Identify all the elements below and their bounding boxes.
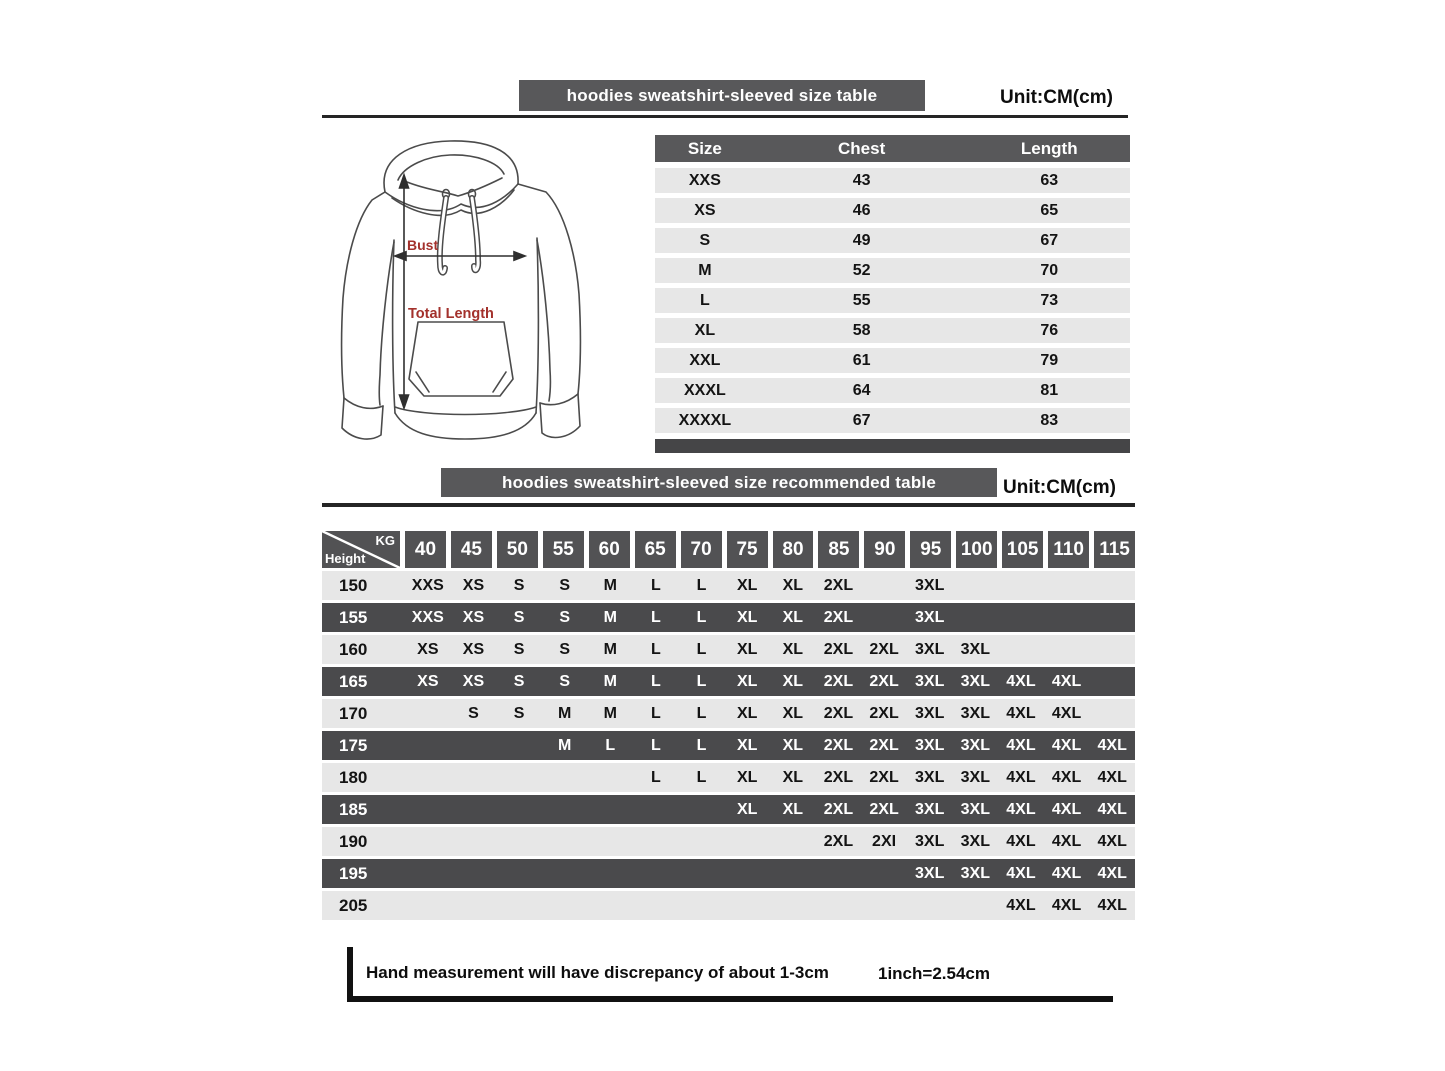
chest-cell: 58 xyxy=(852,321,871,339)
kg-height-corner-cell xyxy=(322,531,400,568)
matrix-row xyxy=(322,827,1135,856)
length-cell: 79 xyxy=(1040,351,1059,369)
size-recommendation-cell: XL xyxy=(736,608,758,626)
height-label: 195 xyxy=(339,863,368,883)
corner-kg-label: KG xyxy=(375,533,395,548)
size-cell: XL xyxy=(694,321,716,339)
length-cell: 81 xyxy=(1040,381,1059,399)
size-recommendation-cell: L xyxy=(696,704,707,722)
size-recommendation-cell: 3XL xyxy=(915,672,945,690)
size-recommendation-cell: XS xyxy=(417,640,439,658)
length-cell: 73 xyxy=(1040,291,1059,309)
size-recommendation-cell: 2XL xyxy=(869,640,899,658)
hoodie-outline xyxy=(342,141,581,439)
size-recommendation-cell: L xyxy=(651,640,661,658)
size-recommendation-cell: XL xyxy=(782,736,804,754)
inch-conversion-note: 1inch=2.54cm xyxy=(878,964,990,983)
size-recommendation-cell: S xyxy=(559,576,571,594)
matrix-body xyxy=(322,571,1135,920)
size-recommendation-cell: S xyxy=(513,672,525,690)
size-table-row xyxy=(655,228,1130,253)
size-recommendation-cell: 4XL xyxy=(1051,736,1082,754)
weight-header-cell: 85 xyxy=(818,531,859,568)
weight-header-cell: 70 xyxy=(681,531,722,568)
weight-header-cell: 75 xyxy=(727,531,768,568)
size-recommendation-cell: 4XL xyxy=(1097,832,1127,850)
length-cell: 63 xyxy=(1040,171,1059,189)
size-recommendation-cell: 3XL xyxy=(960,640,990,658)
size-recommendation-cell: 2XL xyxy=(869,704,899,722)
size-recommendation-cell: 2XL xyxy=(823,672,854,690)
size-table-row xyxy=(655,348,1130,373)
size-recommendation-cell: M xyxy=(603,640,617,658)
corner-height-label: Height xyxy=(325,551,366,566)
size-recommendation-cell: S xyxy=(559,608,571,626)
size-table-row xyxy=(655,198,1130,223)
weight-header-cell: 115 xyxy=(1094,531,1135,568)
size-recommendation-cell: 3XL xyxy=(960,864,990,882)
height-label: 170 xyxy=(339,703,368,723)
size-recommendation-cell: L xyxy=(651,672,661,690)
size-recommendation-cell: 4XL xyxy=(1051,704,1082,722)
height-label: 185 xyxy=(339,799,368,819)
size-recommendation-cell: XL xyxy=(736,768,758,786)
size-table-header-cell: Length xyxy=(1020,138,1078,158)
size-recommendation-cell: 3XL xyxy=(915,640,945,658)
size-recommendation-cell: 2XL xyxy=(823,640,854,658)
size-recommendation-cell: 4XL xyxy=(1006,896,1036,914)
matrix-header-row xyxy=(322,531,1135,568)
size-recommendation-cell: 2XI xyxy=(872,832,897,850)
size-recommendation-cell: M xyxy=(603,608,617,626)
height-label: 155 xyxy=(339,607,368,627)
size-recommendation-cell: 2XL xyxy=(823,608,854,626)
length-cell: 67 xyxy=(1040,231,1059,249)
size-recommendation-cell: 4XL xyxy=(1051,800,1082,818)
size-recommendation-cell: 3XL xyxy=(960,832,990,850)
size-recommendation-cell: S xyxy=(559,640,571,658)
size-recommendation-cell: 4XL xyxy=(1051,864,1082,882)
size-recommendation-cell: XS xyxy=(417,672,439,690)
size-recommendation-cell: 4XL xyxy=(1097,864,1127,882)
size-recommendation-cell: 2XL xyxy=(823,832,854,850)
size-recommendation-cell: XXS xyxy=(411,576,444,594)
size-recommendation-cell: L xyxy=(696,576,707,594)
size-recommendation-cell: 4XL xyxy=(1097,768,1127,786)
weight-header-cell: 90 xyxy=(864,531,905,568)
size-recommendation-cell: 3XL xyxy=(915,576,945,594)
size-recommendation-cell: 4XL xyxy=(1051,768,1082,786)
size-recommendation-cell: L xyxy=(696,672,707,690)
size-recommendation-cell: XL xyxy=(736,736,758,754)
height-label: 160 xyxy=(339,639,368,659)
unit-label-1: Unit:CM(cm) xyxy=(1000,87,1113,108)
size-recommendation-cell: L xyxy=(696,768,707,786)
divider-rule-2 xyxy=(322,503,1135,507)
size-recommendation-cell: S xyxy=(513,576,525,594)
matrix-row xyxy=(322,795,1135,824)
measurement-note: Hand measurement will have discrepancy of about 1-3cm xyxy=(366,963,829,982)
weight-header-cell: 110 xyxy=(1048,531,1089,568)
size-recommendation-cell: XL xyxy=(782,672,804,690)
chest-cell: 52 xyxy=(852,261,871,279)
hoodie-drawing xyxy=(332,130,614,462)
size-recommendation-cell: XL xyxy=(736,672,758,690)
weight-header-cell: 55 xyxy=(543,531,584,568)
size-recommendation-cell: 2XL xyxy=(869,672,899,690)
size-recommendation-cell: XL xyxy=(782,800,804,818)
height-label: 175 xyxy=(339,735,368,755)
size-cell: M xyxy=(698,261,712,279)
total-length-arrow xyxy=(400,175,409,408)
size-recommendation-cell: S xyxy=(559,672,571,690)
size-recommendation-cell: XL xyxy=(782,576,804,594)
matrix-row xyxy=(322,763,1135,792)
size-recommendation-cell: 3XL xyxy=(960,768,990,786)
size-recommendation-cell: L xyxy=(696,640,707,658)
size-recommendation-cell: 2XL xyxy=(869,800,899,818)
divider-rule-1 xyxy=(322,115,1128,118)
size-table-bottom-bar xyxy=(655,439,1130,453)
size-recommendation-cell: 4XL xyxy=(1006,800,1036,818)
weight-header-cell: 65 xyxy=(635,531,676,568)
size-recommendation-cell: 4XL xyxy=(1006,768,1036,786)
size-recommendation-cell: 3XL xyxy=(915,864,945,882)
matrix-row xyxy=(322,667,1135,696)
matrix-row xyxy=(322,635,1135,664)
size-recommendation-cell: 3XL xyxy=(960,800,990,818)
size-recommendation-cell: XL xyxy=(782,640,804,658)
chest-cell: 43 xyxy=(852,171,871,189)
bust-arrow xyxy=(395,252,525,260)
size-recommendation-cell: S xyxy=(513,704,525,722)
size-recommendation-cell: S xyxy=(468,704,479,722)
size-table-row xyxy=(655,168,1130,193)
chest-cell: 67 xyxy=(852,411,871,429)
matrix-row xyxy=(322,731,1135,760)
recommended-table-title-bar xyxy=(441,468,997,497)
size-table-row xyxy=(655,318,1130,343)
size-recommendation-cell: M xyxy=(558,704,572,722)
footer-left-rule xyxy=(347,947,353,1002)
total-length-label: Total Length xyxy=(408,306,494,322)
size-recommendation-cell: XL xyxy=(736,704,758,722)
size-recommendation-cell: L xyxy=(651,704,661,722)
size-recommendation-cell: L xyxy=(651,608,661,626)
size-recommendation-cell: 4XL xyxy=(1051,832,1082,850)
size-recommendation-cell: XS xyxy=(462,608,485,626)
size-recommendation-cell: M xyxy=(603,576,617,594)
size-recommendation-cell: XS xyxy=(462,576,485,594)
recommended-table-title: hoodies sweatshirt-sleeved size recommended table xyxy=(501,472,936,492)
recommended-size-matrix xyxy=(322,531,1135,923)
size-table xyxy=(655,135,1130,453)
chest-cell: 49 xyxy=(852,231,871,249)
size-recommendation-cell: 4XL xyxy=(1006,704,1036,722)
size-cell: L xyxy=(699,291,710,309)
matrix-row xyxy=(322,699,1135,728)
size-recommendation-cell: S xyxy=(513,608,525,626)
size-recommendation-cell: 4XL xyxy=(1097,800,1127,818)
size-recommendation-cell: 4XL xyxy=(1097,896,1127,914)
size-cell: XXXL xyxy=(683,381,726,399)
length-cell: 65 xyxy=(1040,201,1059,219)
chest-cell: 61 xyxy=(852,351,871,369)
chest-cell: 55 xyxy=(852,291,871,309)
size-recommendation-cell: L xyxy=(651,576,661,594)
size-recommendation-cell: 4XL xyxy=(1051,672,1082,690)
size-recommendation-cell: 3XL xyxy=(960,672,990,690)
size-recommendation-cell: XL xyxy=(782,608,804,626)
size-recommendation-cell: 3XL xyxy=(915,832,945,850)
size-recommendation-cell: 3XL xyxy=(915,736,945,754)
weight-header-cell: 105 xyxy=(1002,531,1043,568)
height-label: 190 xyxy=(339,831,368,851)
size-recommendation-cell: L xyxy=(696,608,707,626)
size-recommendation-cell: 4XL xyxy=(1006,864,1036,882)
weight-header-cell: 80 xyxy=(773,531,814,568)
size-recommendation-cell: S xyxy=(513,640,525,658)
size-recommendation-cell: XS xyxy=(462,672,485,690)
size-recommendation-cell: 3XL xyxy=(915,800,945,818)
size-recommendation-cell: XS xyxy=(462,640,485,658)
length-cell: 76 xyxy=(1040,321,1059,339)
length-cell: 70 xyxy=(1040,261,1059,279)
size-recommendation-cell: 2XL xyxy=(823,704,854,722)
size-recommendation-cell: 3XL xyxy=(915,608,945,626)
weight-header-cell: 95 xyxy=(910,531,951,568)
size-table-row xyxy=(655,378,1130,403)
matrix-row xyxy=(322,859,1135,888)
size-recommendation-cell: L xyxy=(651,768,661,786)
size-cell: XXXXL xyxy=(678,411,732,429)
size-recommendation-cell: 4XL xyxy=(1006,832,1036,850)
size-recommendation-cell: 2XL xyxy=(823,576,854,594)
size-recommendation-cell: M xyxy=(603,704,617,722)
matrix-row xyxy=(322,891,1135,920)
weight-header-cell: 100 xyxy=(956,531,997,568)
size-recommendation-cell: 3XL xyxy=(960,736,990,754)
size-recommendation-cell: 2XL xyxy=(823,800,854,818)
size-recommendation-cell: M xyxy=(558,736,572,754)
height-label: 180 xyxy=(339,767,368,787)
unit-label-2: Unit:CM(cm) xyxy=(1003,477,1116,498)
chest-cell: 46 xyxy=(852,201,871,219)
size-recommendation-cell: XL xyxy=(736,640,758,658)
size-table-row xyxy=(655,408,1130,433)
weight-header-cell: 60 xyxy=(589,531,630,568)
size-recommendation-cell: M xyxy=(603,672,617,690)
weight-header-cell: 50 xyxy=(497,531,538,568)
size-table-title-bar xyxy=(519,80,925,111)
matrix-row xyxy=(322,571,1135,600)
size-table-row xyxy=(655,288,1130,313)
footer-bottom-rule xyxy=(347,996,1113,1002)
weight-header-cell: 40 xyxy=(405,531,446,568)
size-recommendation-cell: L xyxy=(696,736,707,754)
size-recommendation-cell: 4XL xyxy=(1097,736,1127,754)
size-recommendation-cell: 3XL xyxy=(915,704,945,722)
size-recommendation-cell: 4XL xyxy=(1006,672,1036,690)
size-table-title: hoodies sweatshirt-sleeved size table xyxy=(566,85,878,105)
size-table-header-cell: Chest xyxy=(838,138,886,158)
size-cell: XXS xyxy=(688,171,721,189)
length-cell: 83 xyxy=(1040,411,1059,429)
size-recommendation-cell: XXS xyxy=(411,608,444,626)
height-label: 165 xyxy=(339,671,368,691)
size-recommendation-cell: 4XL xyxy=(1006,736,1036,754)
weight-header-cell: 45 xyxy=(451,531,492,568)
chest-cell: 64 xyxy=(852,381,871,399)
size-recommendation-cell: XL xyxy=(736,800,758,818)
hoodie-drawstrings xyxy=(440,198,478,273)
size-recommendation-cell: 3XL xyxy=(960,704,990,722)
size-table-row xyxy=(655,258,1130,283)
size-recommendation-cell: 2XL xyxy=(823,736,854,754)
height-label: 150 xyxy=(339,575,368,595)
size-recommendation-cell: 3XL xyxy=(915,768,945,786)
size-recommendation-cell: 2XL xyxy=(869,768,899,786)
matrix-row xyxy=(322,603,1135,632)
size-table-body xyxy=(655,168,1130,438)
size-recommendation-cell: 2XL xyxy=(869,736,899,754)
size-table-header xyxy=(655,135,1130,162)
size-recommendation-cell: L xyxy=(651,736,661,754)
size-recommendation-cell: 4XL xyxy=(1051,896,1082,914)
size-cell: XS xyxy=(694,201,716,219)
size-recommendation-cell: XL xyxy=(782,768,804,786)
size-recommendation-cell: 2XL xyxy=(823,768,854,786)
size-table-header-cell: Size xyxy=(687,138,722,158)
size-cell: XXL xyxy=(689,351,721,369)
bust-label: Bust xyxy=(407,237,439,253)
size-recommendation-cell: XL xyxy=(782,704,804,722)
size-cell: S xyxy=(699,231,711,249)
size-recommendation-cell: L xyxy=(605,736,616,754)
size-recommendation-cell: XL xyxy=(736,576,758,594)
height-label: 205 xyxy=(339,895,368,915)
